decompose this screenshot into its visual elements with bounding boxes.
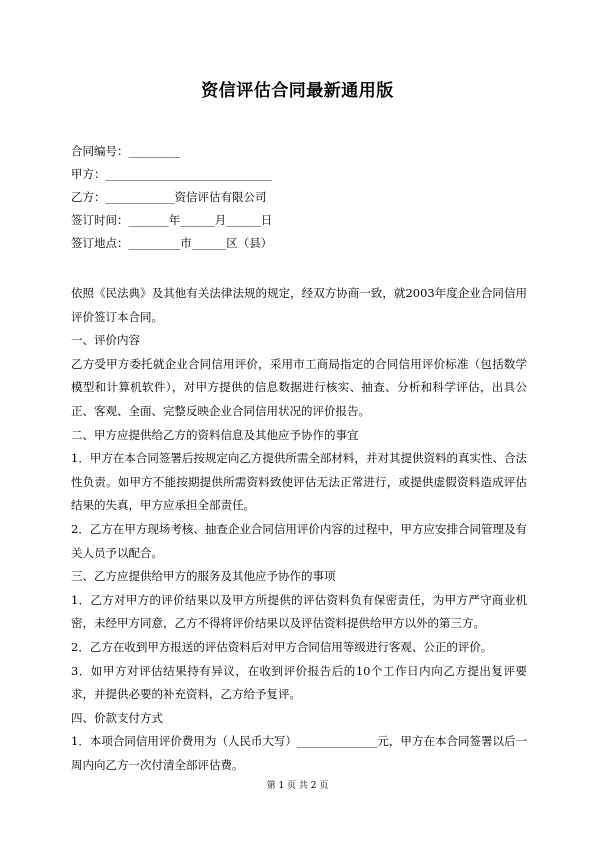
section-2-item-2: 2．乙方在甲方现场考核、抽查企业合同信用评价内容的过程中，甲方应安排合同管理及有关人员予以配合。 — [71, 521, 527, 560]
party-b-line: 乙方：____________资信评估有限公司 — [71, 190, 267, 204]
contract-meta-block — [71, 140, 272, 255]
section-3-item-1: 1．乙方对甲方的评价结果以及甲方所提供的评估资料负有保密责任，为甲方严守商业机密，未经甲方同意，乙方不得将评价结果以及评估资料提供给甲方以外的第三方。 — [71, 592, 527, 631]
signing-date-line: 签订时间：_______年______月______日 — [71, 213, 273, 227]
page-footer: 第 1 页 共 2 页 — [266, 781, 329, 791]
section-heading-1: 一、评价内容 — [71, 333, 140, 348]
section-heading-3: 三、乙方应提供给甲方的服务及其他应予协作的事项 — [71, 569, 336, 584]
party-a-line: 甲方：_____________________________ — [71, 167, 273, 181]
signing-place-line: 签订地点：_________市______区（县） — [71, 236, 273, 250]
section-2-item-1: 1．甲方在本合同签署后按规定向乙方提供所需全部材料，并对其提供资料的真实性、合法性负责。如甲方不能按期提供所需资料致使评估无法正常进行，或提供虚假资料造成评估结果的失真，甲方应承担全部责任。 — [71, 451, 527, 513]
section-3-item-2: 2．乙方在收到甲方报送的评估资料后对甲方合同信用等级进行客观、公正的评价。 — [71, 639, 493, 654]
document-title: 资信评估合同最新通用版 — [201, 81, 394, 101]
intro-paragraph: 依照《民法典》及其他有关法律法规的规定，经双方协商一致，就2003年度企业合同信用评价签订本合同。 — [71, 286, 527, 324]
section-3-item-3: 3．如甲方对评估结果持有异议，在收到评价报告后的10个工作日内向乙方提出复评要求，并提供必要的补充资料，乙方给予复评。 — [71, 663, 527, 702]
section-1-paragraph: 乙方受甲方委托就企业合同信用评价，采用市工商局指定的合同信用评价标准（包括数学模型和计算机软件），对甲方提供的信息数据进行核实、抽查、分析和科学评估，出具公正、客观、全面、完整反映企业合同信用状况的评价报告。 — [71, 356, 527, 418]
section-heading-2: 二、甲方应提供给乙方的资料信息及其他应予协作的事宜 — [71, 427, 359, 442]
section-4-item-1: 1．本项合同信用评价费用为（人民币大写）______________元，甲方在本合同签署以后一周内向乙方一次付清全部评估费。 — [71, 734, 527, 772]
section-heading-4: 四、价款支付方式 — [71, 710, 163, 725]
contract-number-line: 合同编号：_________ — [71, 144, 181, 158]
contract-body — [71, 282, 527, 777]
